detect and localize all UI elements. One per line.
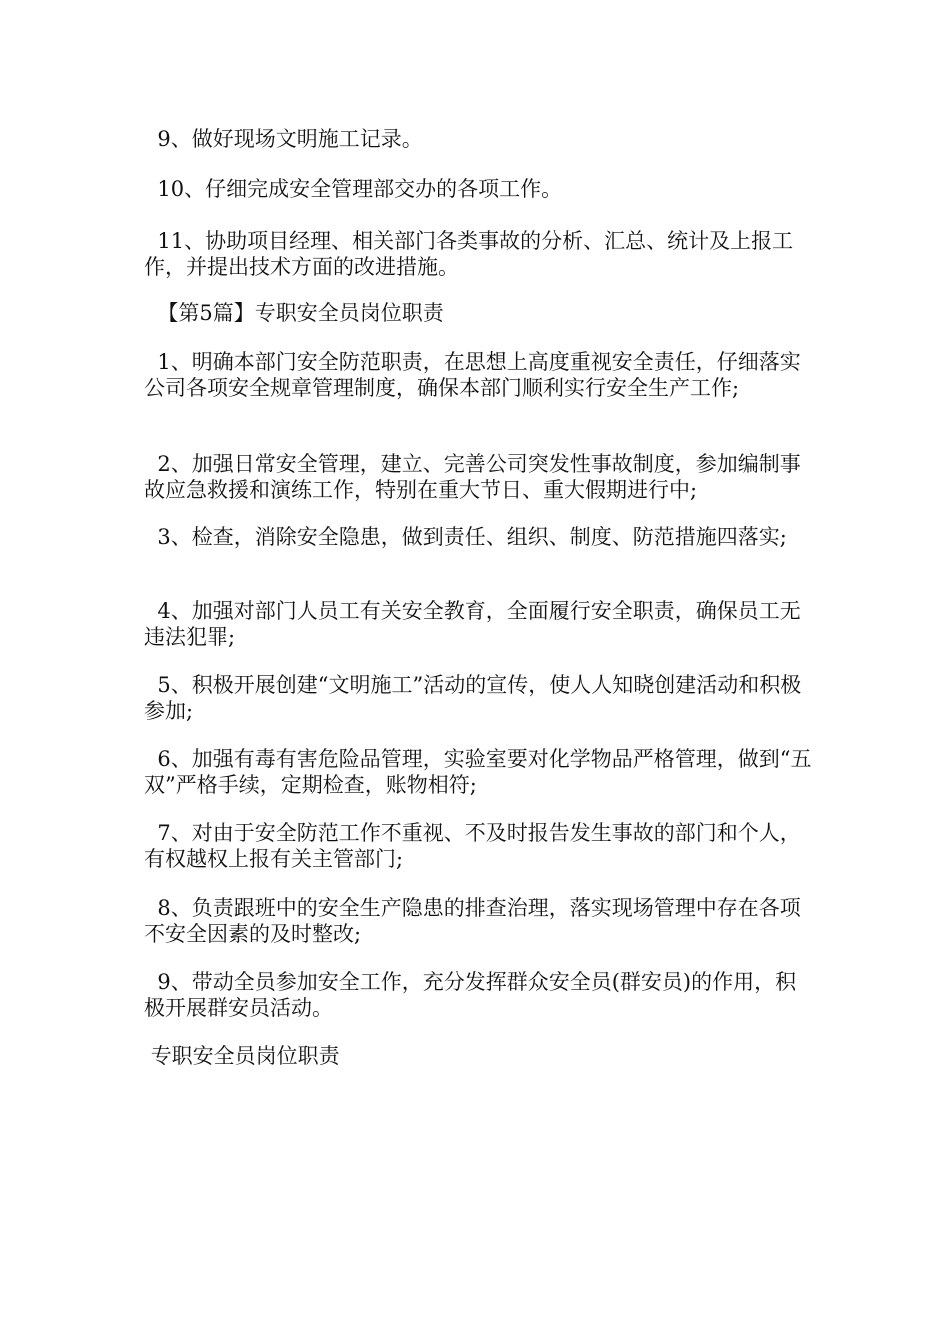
paragraph-item-11: 11、协助项目经理、相关部门各类事故的分析、汇总、统计及上报工作，并提出技术方面的改进措施。 xyxy=(144,229,794,279)
closing-title: 专职安全员岗位职责 xyxy=(144,1044,340,1068)
duty-item-2: 2、加强日常安全管理，建立、完善公司突发性事故制度，参加编制事故应急救援和演练工作，特别在重大节日、重大假期进行中; xyxy=(144,452,801,502)
paragraph-item-10: 10、仔细完成安全管理部交办的各项工作。 xyxy=(144,177,563,201)
duty-item-7: 7、对由于安全防范工作不重视、不及时报告发生事故的部门和个人，有权越权上报有关主管部门; xyxy=(144,821,801,871)
duty-item-5: 5、积极开展创建“文明施工”活动的宣传，使人人知晓创建活动和积极参加; xyxy=(144,673,802,723)
duty-item-1: 1、明确本部门安全防范职责，在思想上高度重视安全责任，仔细落实公司各项安全规章管理制度，确保本部门顺利实行安全生产工作; xyxy=(144,350,801,400)
duty-item-4: 4、加强对部门人员工有关安全教育，全面履行安全职责，确保员工无违法犯罪; xyxy=(144,599,801,649)
duty-item-9: 9、带动全员参加安全工作，充分发挥群众安全员(群安员)的作用，积极开展群安员活动。 xyxy=(144,970,797,1020)
duty-item-8: 8、负责跟班中的安全生产隐患的排查治理，落实现场管理中存在各项不安全因素的及时整改; xyxy=(144,896,801,946)
section-heading: 【第5篇】专职安全员岗位职责 xyxy=(144,301,444,325)
duty-item-6: 6、加强有毒有害危险品管理，实验室要对化学物品严格管理，做到“五双”严格手续，定期检查，账物相符; xyxy=(144,747,812,797)
paragraph-item-9: 9、做好现场文明施工记录。 xyxy=(144,127,423,151)
duty-item-3: 3、检查，消除安全隐患，做到责任、组织、制度、防范措施四落实; xyxy=(144,525,787,549)
